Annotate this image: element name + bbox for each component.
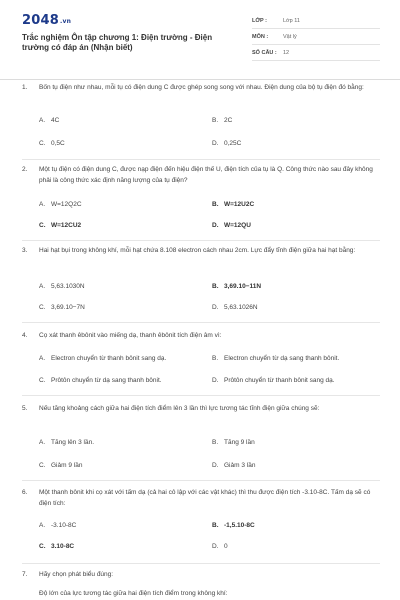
question-text: 7. Hãy chọn phát biểu đúng:: [22, 571, 114, 578]
question-number: 7.: [22, 571, 28, 578]
option-d[interactable]: D. Giảm 3 lần: [212, 462, 256, 469]
question-text: 3. Hai hạt bụi trong không khí, mỗi hạt chứa 8.108 electron cách nhau 2cm. Lực đẩy tĩnh điện giữa hai hạt bằng:: [22, 247, 356, 254]
question-text: 1. Bốn tụ điện như nhau, mỗi tụ có điện dung C được ghép song song với nhau. Điện dung của bộ tụ điện đó bằng:: [22, 84, 364, 91]
question-text: 6. Một thanh bônit khi cọ xát với tấm dạ (cả hai cô lập với các vật khác) thì thu được điện tích -3.10-8C. Tấm dạ sẽ có điện tích:: [22, 489, 371, 507]
option-a[interactable]: A. Electron chuyển từ thanh bônit sang dạ.: [39, 355, 167, 362]
option-a[interactable]: A. 4C: [39, 117, 60, 124]
option-b[interactable]: B. Electron chuyển từ dạ sang thanh bônit.: [212, 355, 340, 362]
meta-row-class: [252, 13, 380, 29]
option-a[interactable]: A. 5,63.1030N: [39, 283, 85, 290]
question-number: 6.: [22, 489, 28, 496]
option-b[interactable]: B. 3,69.10−11N: [212, 283, 262, 290]
option-c[interactable]: C. Prôtôn chuyển từ dạ sang thanh bônit.: [39, 377, 162, 384]
question-number: 1.: [22, 84, 28, 91]
option-d[interactable]: D. Prôtôn chuyển từ thanh bônit sang dạ.: [212, 377, 335, 384]
option-b[interactable]: B. -1,5.10-8C: [212, 522, 255, 529]
divider: [22, 563, 380, 564]
divider: [22, 159, 380, 160]
divider: [22, 480, 380, 481]
option-a[interactable]: A. W=12Q2C: [39, 201, 82, 208]
meta-value: 12: [283, 49, 290, 56]
question-text: 4. Cọ xát thanh êbônit vào miếng dạ, thanh êbônit tích điện âm vì:: [22, 332, 222, 339]
question-number: 3.: [22, 247, 28, 254]
meta-value: Vật lý: [283, 33, 297, 40]
option-c[interactable]: C. 3,69.10−7N: [39, 304, 85, 311]
meta-row-count: [252, 45, 380, 61]
option-b[interactable]: B. Tăng 9 lần: [212, 439, 255, 446]
page-header: [0, 0, 400, 80]
question-text: 2. Một tụ điện có điện dung C, được nạp điện đến hiệu điện thế U, điện tích của tụ là Q. Công thức nào sau đây không phải là công thức xác định năng lượng của tụ điện?: [22, 166, 373, 184]
option-d[interactable]: D. 0,25C: [212, 140, 242, 147]
question-subtext: Độ lớn của lực tương tác giữa hai điện tích điểm trong không khí:: [39, 590, 228, 597]
option-d[interactable]: D. 0: [212, 543, 228, 550]
option-c[interactable]: C. W=12CU2: [39, 222, 82, 229]
question-number: 5.: [22, 405, 28, 412]
option-b[interactable]: B. 2C: [212, 117, 233, 124]
question-number: 2.: [22, 166, 28, 173]
divider: [22, 240, 380, 241]
question-text: 5. Nếu tăng khoảng cách giữa hai điện tích điểm lên 3 lần thì lực tương tác tĩnh điện giữa chúng sẽ:: [22, 405, 320, 412]
option-d[interactable]: D. W=12QU: [212, 222, 251, 229]
meta-key: MÔN :: [252, 33, 269, 40]
option-c[interactable]: C. 0,5C: [39, 140, 65, 147]
meta-panel: [252, 13, 380, 61]
site-logo[interactable]: 2048.vn: [22, 13, 72, 28]
meta-row-subject: [252, 29, 380, 45]
page-title: Trắc nghiệm Ôn tập chương 1: Điện trường - Điện trường có đáp án (Nhận biết): [22, 33, 213, 52]
meta-key: LỚP :: [252, 17, 267, 24]
question-number: 4.: [22, 332, 28, 339]
option-a[interactable]: A. Tăng lên 3 lần.: [39, 439, 95, 446]
option-c[interactable]: C. Giảm 9 lần: [39, 462, 83, 469]
divider: [22, 322, 380, 323]
option-c[interactable]: C. 3.10-8C: [39, 543, 75, 550]
meta-value: Lớp 11: [283, 17, 300, 24]
meta-key: SỐ CÂU :: [252, 49, 277, 56]
option-d[interactable]: D. 5,63.1026N: [212, 304, 258, 311]
option-b[interactable]: B. W=12U2C: [212, 201, 255, 208]
divider: [22, 395, 380, 396]
option-a[interactable]: A. -3.10-8C: [39, 522, 77, 529]
